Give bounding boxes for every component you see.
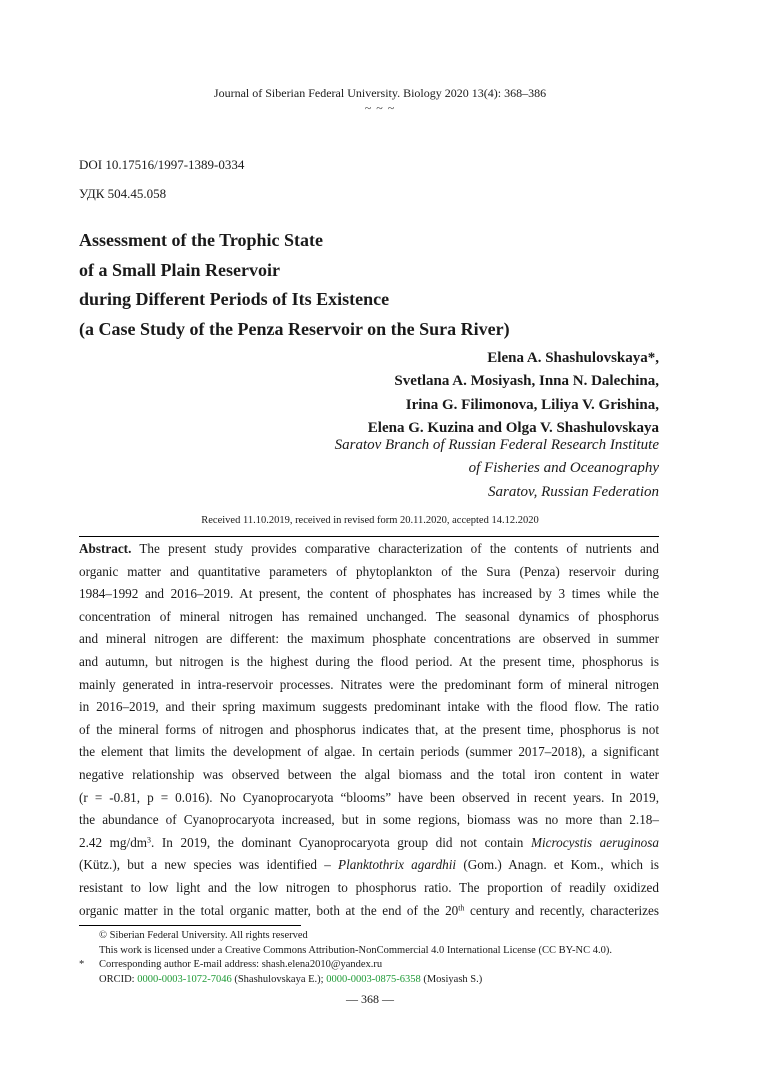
paper-title <box>79 226 699 344</box>
abstract-line: organic matter and quantitative parameters of phytoplankton of the Sura (Penza) reservoir during <box>79 563 659 579</box>
divider <box>79 536 659 537</box>
footnote-asterisk: * <box>79 959 85 971</box>
author-line: Elena G. Kuzina and Olga V. Shashulovskaya <box>367 419 659 436</box>
species-name: Microcystis aeruginosa <box>531 834 659 850</box>
author-line: Svetlana A. Mosiyash, Inna N. Dalechina, <box>394 373 659 390</box>
abstract-text: 2.42 mg/dm <box>79 834 148 850</box>
superscript: th <box>458 902 465 912</box>
affiliation-line: Saratov Branch of Russian Federal Research Institute <box>334 437 659 453</box>
abstract-text: organic matter in the total organic matter, both at the end of the 20 <box>79 902 459 918</box>
orcid-note <box>79 973 612 988</box>
author-line: Elena A. Shashulovskaya*, <box>487 350 659 366</box>
journal-header: Journal of Siberian Federal University. Biology 2020 13(4): 368–386 <box>213 86 547 100</box>
abstract-line: in 2016–2019, and their spring maximum suggests predominant intake with the flood flow. The ratio <box>79 699 659 715</box>
affiliation <box>335 434 659 504</box>
superscript: 3 <box>147 834 151 844</box>
abstract-line: and mineral nitrogen are different: the maximum phosphate concentrations are observed in summer <box>79 631 659 647</box>
affiliation-line: of Fisheries and Oceanography <box>468 460 659 477</box>
abstract-text: The present study provides comparative characterization of the contents of nutrients and <box>139 541 659 556</box>
orcid-name-1: (Shashulovskaya E.); <box>234 973 324 985</box>
page-number: — 368 — <box>346 992 394 1006</box>
footnotes <box>79 929 612 987</box>
author-line: Irina G. Filimonova, Liliya V. Grishina, <box>405 396 659 413</box>
orcid-label: ORCID: <box>99 973 135 985</box>
species-name: Planktothrix agardhii <box>338 857 457 873</box>
abstract-line: of the mineral forms of nitrogen and phosphorus indicates that, at the present time, phosphorus is not <box>79 721 659 737</box>
abstract-line <box>79 832 659 855</box>
corresponding-author <box>79 958 612 973</box>
abstract-line <box>79 854 659 877</box>
title-line: (a Case Study of the Penza Reservoir on the Sura River) <box>79 318 510 339</box>
abstract-line: mainly generated in intra-reservoir processes. Nitrates were the predominant form of mineral nitrogen <box>79 676 659 692</box>
header-ornament: ~ ~ ~ <box>364 101 396 115</box>
abstract-line: the element that limits the development of algae. In certain periods (summer 2017–2018), a significant <box>79 744 659 760</box>
abstract-line: negative relationship was observed between the algal biomass and the total iron content in water <box>79 766 659 782</box>
abstract-text: (Kütz.), but a new species was identified – <box>79 857 331 873</box>
affiliation-line: Saratov, Russian Federation <box>488 483 659 500</box>
abstract-line: resistant to low light and the low nitrogen to phosphorus ratio. The proportion of readily oxidized <box>79 879 659 895</box>
abstract-text: (Gom.) Anagn. et Kom., which is <box>463 857 660 873</box>
copyright-note: © Siberian Federal University. All rights reserved <box>99 930 308 941</box>
received-dates: Received 11.10.2019, received in revised form 20.11.2020, accepted 14.12.2020 <box>201 515 539 526</box>
udk-code: УДК 504.45.058 <box>79 186 167 201</box>
corresponding-email: Corresponding author E-mail address: shash.elena2010@yandex.ru <box>99 959 383 971</box>
abstract-label: Abstract. <box>79 541 132 556</box>
abstract-line <box>79 538 659 561</box>
footnote-divider <box>79 925 301 926</box>
title-line: of a Small Plain Reservoir <box>79 259 280 280</box>
abstract-line: (r = -0.81, p = 0.016). No Cyanoprocaryota “blooms” have been observed in recent years. In 2019, <box>79 789 659 805</box>
abstract-text: . In 2019, the dominant Cyanoprocaryota group did not contain <box>151 834 524 850</box>
abstract <box>79 538 659 922</box>
orcid-name-2: (Mosiyash S.) <box>423 973 483 985</box>
title-line: Assessment of the Trophic State <box>79 230 323 250</box>
abstract-line: the abundance of Cyanoprocaryota increased, but in some regions, biomass was no more than 2.18– <box>79 812 659 828</box>
author-list <box>368 347 659 440</box>
orcid-link-1[interactable]: 0000-0003-1072-7046 <box>137 973 232 985</box>
doi: DOI 10.17516/1997-1389-0334 <box>79 157 245 172</box>
title-line: during Different Periods of Its Existence <box>79 289 390 309</box>
abstract-line: and autumn, but nitrogen is the highest during the flood period. At the present time, phosphorus is <box>79 653 659 669</box>
abstract-text: century and recently, characterizes <box>470 902 660 918</box>
abstract-line: concentration of mineral nitrogen has remained unchanged. The seasonal dynamics of phosphorus <box>79 608 659 624</box>
orcid-link-2[interactable]: 0000-0003-0875-6358 <box>326 973 421 985</box>
abstract-line: 1984–1992 and 2016–2019. At present, the content of phosphates has increased by 3 times while the <box>79 586 659 602</box>
abstract-line <box>79 900 659 923</box>
license-note: This work is licensed under a Creative Commons Attribution-NonCommercial 4.0 International License (CC BY-NC 4.0). <box>99 944 612 956</box>
